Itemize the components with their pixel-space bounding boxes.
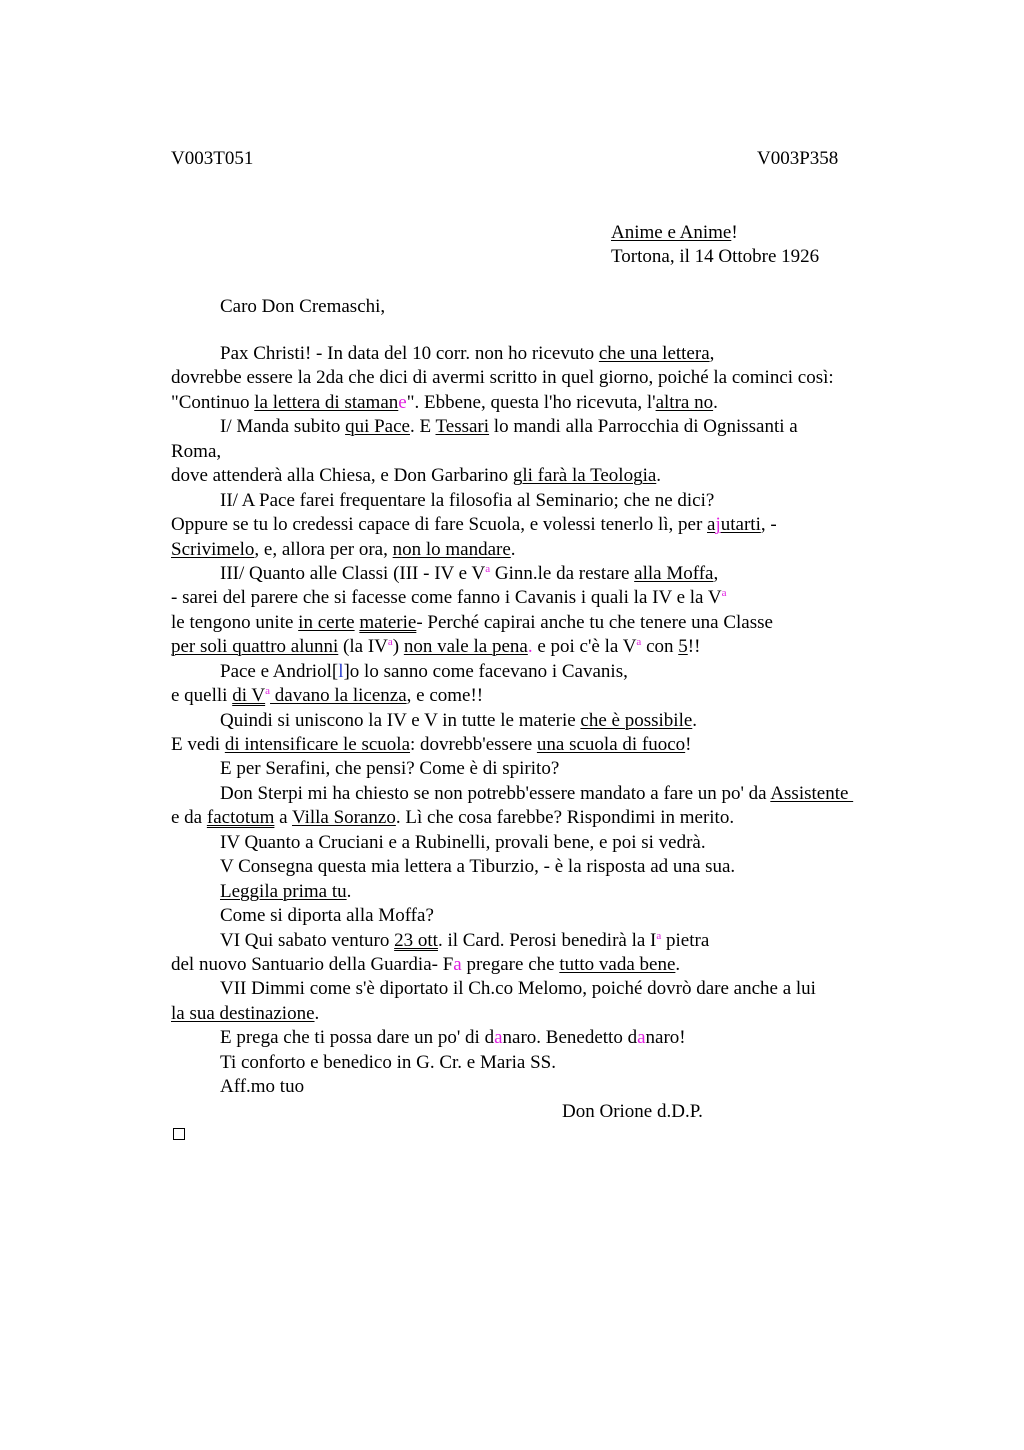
body-line: per soli quattro alunni (la $IV^a$) non vale la pena. e poi c'è la $V^a$ con 5!! — [171, 636, 701, 658]
body-line: E vedi di intensificare le scuola: dovrebb'essere una scuola di fuoco! — [171, 734, 692, 755]
title-underlined: Anime e Anime — [611, 222, 732, 243]
body-line: le tengono unite in certe materie- Perché capirai anche tu che tenere una Classe — [171, 611, 773, 633]
body-line: III/ Quanto alle Classi (III - IV e $V^a$ Ginn.le da restare alla Moffa, — [220, 562, 719, 584]
body-line: E prega che ti possa dare un po' di danaro. Benedetto danaro! — [220, 1027, 686, 1049]
greeting: Caro Don Cremaschi, — [220, 296, 386, 317]
body-line: IV Quanto a Cruciani e a Rubinelli, provali bene, e poi si vedrà. — [220, 831, 706, 853]
body-line: e quelli di $V^a$ davano la licenza, e come!! — [171, 685, 484, 707]
body-line: del nuovo Santuario della Guardia- Fa pregare che tutto vada bene. — [171, 953, 681, 975]
signature: Don Orione d.D.P. — [562, 1101, 703, 1122]
body-line: V Consegna questa mia lettera a Tiburzio, - è la risposta ad una sua. — [220, 856, 736, 878]
body-line: Leggila prima tu. — [220, 880, 352, 902]
body-line: e da factotum a Villa Soranzo. Lì che cosa farebbe? Rispondimi in merito. — [171, 807, 735, 829]
body-line: Roma, — [171, 440, 222, 462]
body-line: - sarei del parere che si facesse come fanno i Cavanis i quali la IV e la $V^a$ — [171, 587, 727, 609]
body-line: II/ A Pace farei frequentare la filosofia al Seminario; che ne dici? — [220, 489, 715, 511]
body-line: "Continuo la lettera di stamane". Ebbene, questa l'ho ricevuta, l'altra no. — [171, 391, 718, 413]
body-line: Don Sterpi mi ha chiesto se non potrebb'essere mandato a fare un po' da Assistente — [220, 782, 854, 804]
body-line: I/ Manda subito qui Pace. E Tessari lo mandi alla Parrocchia di Ognissanti a — [220, 416, 798, 438]
body-line: E per Serafini, che pensi? Come è di spirito? — [220, 758, 560, 780]
body-line: Pace e Andriol[l]o lo sanno come facevano i Cavanis, — [220, 660, 628, 682]
body-line: dove attenderà alla Chiesa, e Don Garbarino gli farà la Teologia. — [171, 465, 662, 487]
body-line: Quindi si uniscono la IV e V in tutte le materie che è possibile. — [220, 709, 698, 731]
body-line: Come si diporta alla Moffa? — [220, 905, 434, 927]
body-line: la sua destinazione. — [171, 1002, 320, 1024]
body-line: Pax Christi! - In data del 10 corr. non ho ricevuto che una lettera, — [220, 343, 715, 364]
body-line: VII Dimmi come s'è diportato il Ch.co Melomo, poiché dovrò dare anche a lui — [220, 978, 816, 1000]
letter-body — [171, 342, 931, 1100]
body-line: Aff.mo tuo — [220, 1076, 305, 1098]
date-line: Tortona, il 14 Ottobre 1926 — [611, 246, 820, 267]
body-line: Ti conforto e benedico in G. Cr. e Maria SS. — [220, 1051, 556, 1073]
page-code-right: V003P358 — [757, 148, 839, 169]
body-line: dovrebbe essere la 2da che dici di avermi scritto in quel giorno, poiché la cominci così: — [171, 367, 834, 389]
letter-title: Anime e Anime! — [611, 222, 738, 243]
body-line: Oppure se tu lo credessi capace di fare Scuola, e volessi tenerlo lì, per ajutarti, - — [171, 514, 777, 536]
empty-square-icon — [173, 1128, 185, 1140]
body-line: Scrivimelo, e, allora per ora, non lo mandare. — [171, 538, 516, 560]
document-code-left: V003T051 — [171, 148, 254, 169]
body-line: VI Qui sabato venturo 23 ott. il Card. Perosi benedirà la $I^a$ pietra — [220, 929, 710, 951]
